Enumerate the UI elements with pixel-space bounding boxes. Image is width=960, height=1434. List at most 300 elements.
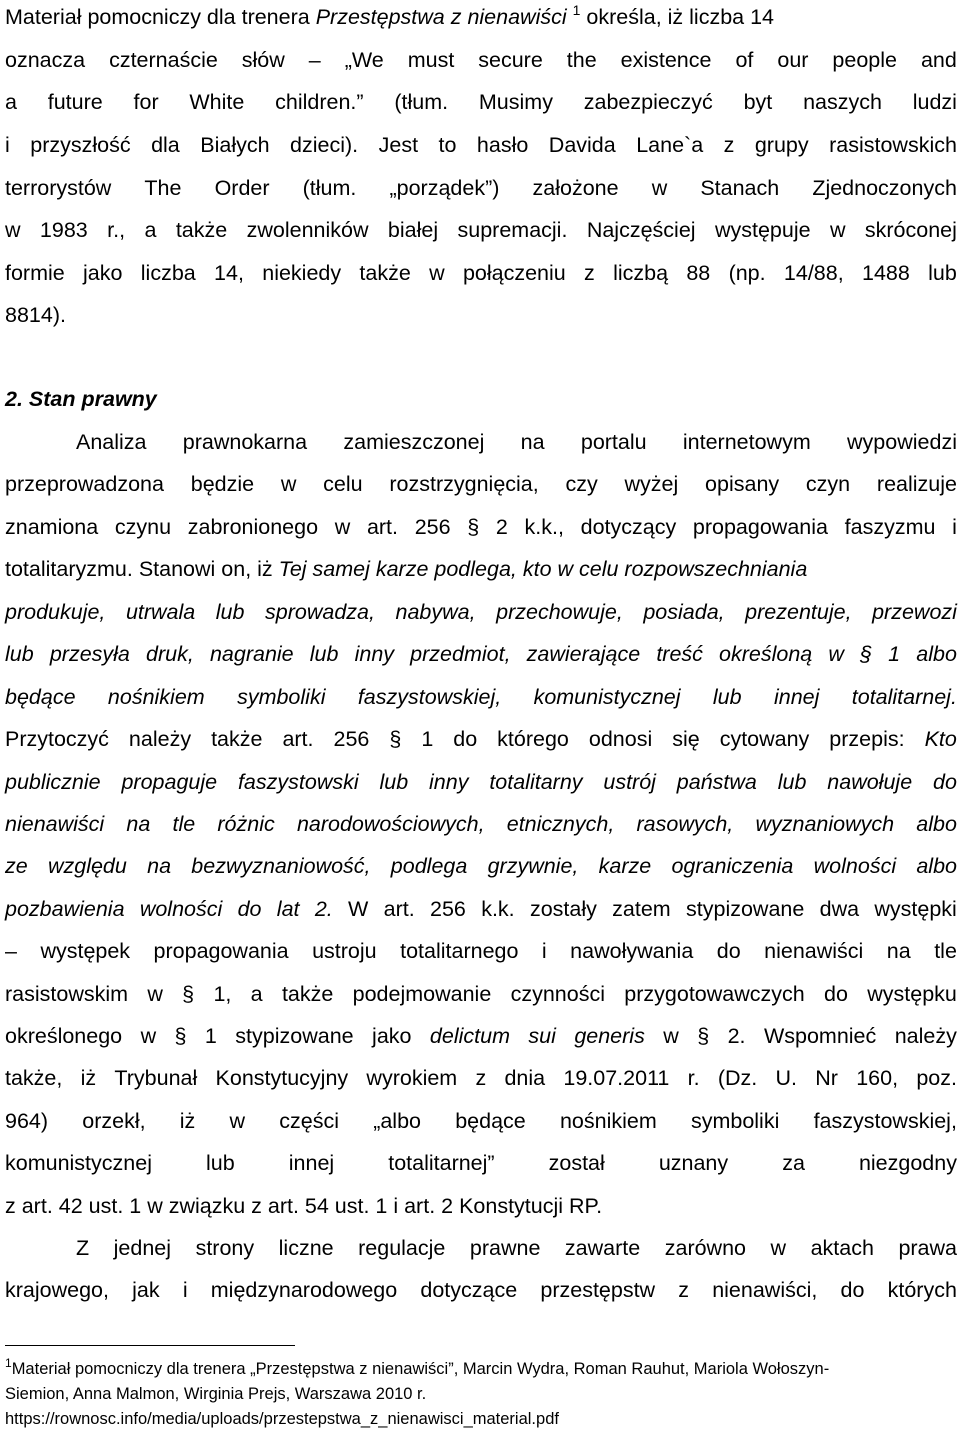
text-segment: formie [5,261,65,285]
text-segment: ludzi [912,90,957,114]
text-segment: 14, [214,261,244,285]
text-segment: art. [282,727,314,751]
text-segment: dotyczące [420,1278,518,1302]
text-segment: lub [309,642,339,666]
text-segment: w [5,218,21,242]
text-segment: jak [132,1278,160,1302]
text-line [5,471,957,499]
text-segment: propagowania [153,939,289,963]
footnote-marker: 1 [5,1356,12,1370]
text-segment: 160, [856,1066,899,1090]
text-segment: 1983 [39,218,88,242]
section-heading [5,386,157,412]
text-segment: Wspomnieć [763,1024,877,1048]
text-segment: W [348,897,369,921]
text-segment: portalu [580,430,647,454]
text-segment: niezgodny [858,1151,957,1175]
text-line [5,853,957,881]
text-segment: strony [195,1236,255,1260]
text-segment: w [147,982,163,1006]
text-line [5,769,957,797]
text-segment: grupy [754,133,809,157]
text-segment: i [5,133,10,157]
text-segment: dotyczący [580,515,677,539]
text-line [5,599,957,627]
text-segment: jako [83,261,123,285]
text-segment: za [782,1151,805,1175]
text-segment: podejmowanie [352,982,492,1006]
text-segment: w [429,261,445,285]
text-segment: tle [172,812,196,836]
text-segment: przedmiot, [410,642,511,666]
text-segment: secure [478,48,543,72]
text-segment: totalitarnej” [388,1151,495,1175]
text-line [5,641,957,669]
text-segment: faszystowskiej, [813,1109,957,1133]
footnote-text-3: https://rownosc.info/media/uploads/przestepstwa_z_nienawisci_material.pdf [5,1410,559,1428]
text-segment: lat [276,897,300,921]
text-segment: nagranie [209,642,294,666]
text-segment: w [770,1236,787,1260]
text-segment: internetowym [682,430,811,454]
text-segment: przepis: [829,727,905,751]
text-segment: regulacje [358,1236,446,1260]
text-segment: którego [497,727,569,751]
text-segment: skróconej [864,218,957,242]
text-segment: czy [565,472,598,496]
text-segment: zabronionego [187,515,319,539]
text-segment: r. [687,1066,700,1090]
text-segment: do [933,770,957,794]
text-segment: 256 [414,515,451,539]
text-line [76,429,957,457]
text-segment: generis [574,1024,645,1048]
text-line [5,1065,957,1093]
text-segment: z [723,133,735,157]
text-segment: existence [620,48,712,72]
text-segment: lub [379,770,409,794]
text-segment: przygotowawczych [624,982,805,1006]
text-segment: przesyła [49,642,130,666]
text-line [5,89,957,117]
text-segment: prezentuje, [745,600,852,624]
text-segment: – [308,48,321,72]
text-segment: lub [215,600,245,624]
text-segment: produkuje, [5,600,106,624]
text-segment: do [840,1278,865,1302]
text-segment: wolności [139,897,223,921]
text-segment: określonego [5,1024,123,1048]
text-segment: naszych [803,90,882,114]
text-segment: „porządek”) [389,176,500,200]
text-line [5,556,957,584]
text-segment: propaguje [121,770,218,794]
text-segment: odnosi [588,727,653,751]
text-segment: (np. [728,261,766,285]
text-segment: inny [354,642,395,666]
footnote-text-1: Materiał pomocniczy dla trenera „Przestępstwa z nienawiści”, Marcin Wydra, Roman Rauhut, Mariola Wołoszyn- [11,1360,830,1378]
text-segment: 88 [686,261,711,285]
text-line [5,132,957,160]
footnote-separator [5,1345,295,1346]
text-segment: także, [5,1066,63,1090]
text-segment: zawierające [526,642,641,666]
text-segment: § [174,1024,187,1048]
text-segment: albo [916,642,957,666]
text-segment: the [566,48,597,72]
text-segment: na [886,939,911,963]
text-segment: czyn [805,472,851,496]
text-segment: 2 [495,515,508,539]
text-segment: został [548,1151,605,1175]
text-segment: 1 [421,727,434,751]
text-segment: inny [429,770,469,794]
text-segment: jako [372,1024,412,1048]
text-segment: nośnikiem [107,685,205,709]
text-segment: and [920,48,957,72]
text-segment: lub [5,642,34,666]
text-segment: 964) [5,1109,49,1133]
text-segment: określoną [719,642,813,666]
text-line [5,514,957,542]
text-segment: lub [712,685,742,709]
text-segment: wyżej [624,472,679,496]
text-segment: „We [344,48,384,72]
text-segment: Materiał pomocniczy dla trenera [5,5,316,29]
text-segment: grzywnie, [487,854,579,878]
text-segment: dwa [819,897,860,921]
text-segment: różnic [217,812,275,836]
text-segment: U. [775,1066,798,1090]
text-segment: aktach [810,1236,874,1260]
text-segment: people [832,48,897,72]
text-segment: Jest [378,133,419,157]
text-segment: 19.07.2011 [563,1066,670,1090]
text-segment: hasło [476,133,529,157]
text-segment: przechowuje, [496,600,623,624]
text-line [5,1108,957,1136]
text-segment: cytowany [719,727,810,751]
text-segment: w [828,642,844,666]
text-segment: faszystowskiej, [357,685,502,709]
text-segment: liczbą [613,261,669,285]
text-segment: art. [383,897,415,921]
text-segment: sui [528,1024,556,1048]
text-segment: połączeniu [462,261,566,285]
text-segment: także [175,218,228,242]
text-segment: posiada, [643,600,725,624]
text-segment: i [541,939,547,963]
text-segment: karze [598,854,652,878]
text-segment: Konstytucyjny [215,1066,349,1090]
text-segment: i [952,515,957,539]
text-segment: children.” [275,90,364,114]
text-segment: utrwala [125,600,196,624]
text-segment: Stanach [700,176,780,200]
text-segment: faszystowski [237,770,359,794]
text-segment: dzieci). [290,133,359,157]
text-segment: z [678,1278,690,1302]
text-segment: zostały [529,897,597,921]
text-segment: (tłum. [394,90,449,114]
text-line [5,1023,957,1051]
text-segment: występek [40,939,131,963]
text-segment: realizuje [876,472,957,496]
text-segment: supremacji. [457,218,568,242]
text-segment: zawarte [564,1236,641,1260]
text-segment: § [697,1024,710,1048]
text-segment: w [829,218,846,242]
text-segment: uznany [658,1151,729,1175]
text-segment: Kto [924,727,957,751]
text-segment: druk, [146,642,194,666]
text-segment: 1 [204,1024,217,1048]
text-segment: tle [934,939,957,963]
text-segment: 1488 [862,261,910,285]
text-segment: totalitarny [489,770,583,794]
text-line [5,4,957,32]
text-segment: 14/88, [783,261,844,285]
text-segment: Tej samej karze podlega, kto w celu rozpowszechniania [278,557,808,581]
text-segment: także [211,727,263,751]
text-segment: do [716,939,741,963]
text-segment: wypowiedzi [847,430,957,454]
text-segment: zarówno [664,1236,746,1260]
text-segment: 1 [888,642,901,666]
text-segment: przeprowadzona [5,472,164,496]
text-segment: Przestępstwa z nienawiści [315,5,567,29]
text-segment: ograniczenia [671,854,794,878]
text-segment: należy [894,1024,957,1048]
text-segment: wyrokiem [366,1066,458,1090]
text-segment: rozstrzygnięcia, [389,472,539,496]
text-segment: Analiza [76,430,147,454]
text-segment: występki [874,897,957,921]
text-segment: ustroju [312,939,377,963]
text-segment: totalitarnego [400,939,519,963]
text-segment: k.k. [481,897,515,921]
footnote-url [5,1409,957,1429]
text-segment: § [182,982,195,1006]
text-segment: § [389,727,402,751]
text-segment: czynności [510,982,605,1006]
text-segment: totalitarnej. [851,685,957,709]
text-segment: liczne [278,1236,334,1260]
text-segment: czternaście [109,48,218,72]
text-segment: innej [288,1151,335,1175]
text-segment: z art. 42 ust. 1 w związku z art. 54 ust. 1 i art. 2 Konstytucji RP. [5,1194,603,1218]
text-segment: delictum [429,1024,510,1048]
text-segment: nawoływania [570,939,694,963]
text-segment: zatem [612,897,671,921]
text-segment: to [438,133,457,157]
text-segment: sprowadza, [265,600,375,624]
text-segment: for [133,90,159,114]
text-line [76,1235,957,1263]
text-segment: of [735,48,754,72]
text-segment: w [280,472,297,496]
text-segment: (tłum. [302,176,357,200]
text-segment: a [250,982,263,1006]
text-segment: i [182,1278,188,1302]
text-segment: międzynarodowego [210,1278,398,1302]
text-segment: przewozi [872,600,957,624]
text-segment: do [453,727,478,751]
text-segment: państwa [676,770,757,794]
text-segment: zamieszczonej [343,430,485,454]
text-segment: przestępstw [540,1278,656,1302]
text-segment: Najczęściej [586,218,696,242]
text-segment: art. [366,515,399,539]
text-segment: symboliki [237,685,326,709]
text-segment: narodowościowych, [296,812,485,836]
text-line [5,1193,957,1221]
text-line [5,302,957,330]
text-segment: 1, [213,982,232,1006]
text-segment: podlega [390,854,468,878]
text-segment: znamiona [5,515,99,539]
text-segment: oznacza [5,48,86,72]
text-line [5,811,957,839]
text-segment: należy [128,727,192,751]
text-segment: zabezpieczyć [583,90,713,114]
text-segment: treść [656,642,703,666]
text-segment: rasistowskim [5,982,129,1006]
text-segment: nabywa, [395,600,476,624]
text-segment: poz. [916,1066,957,1090]
text-segment: na [147,854,172,878]
text-segment: prawa [898,1236,957,1260]
text-segment: innej [773,685,820,709]
text-segment: względu [47,854,127,878]
text-segment: nośnikiem [559,1109,657,1133]
text-segment: części [279,1109,339,1133]
text-segment: Order [214,176,270,200]
text-segment: orzekł, [82,1109,146,1133]
text-segment: wolności [813,854,897,878]
text-segment: albo [916,854,957,878]
text-segment: a [144,218,157,242]
text-segment: The [144,176,182,200]
text-segment: czynu [114,515,172,539]
text-segment: ze [5,854,28,878]
text-segment: do [237,897,262,921]
text-segment: także [281,982,334,1006]
text-segment: Zjednoczonych [812,176,957,200]
text-segment: etnicznych, [506,812,615,836]
text-segment: nienawiści [764,939,864,963]
text-segment: prawne [469,1236,541,1260]
text-segment: 256 [333,727,370,751]
text-segment: future [47,90,103,114]
text-segment: „albo [373,1109,421,1133]
text-segment: iż [80,1066,97,1090]
text-segment: nienawiści, [712,1278,818,1302]
text-line [5,1150,957,1178]
text-segment: prawnokarna [182,430,308,454]
text-segment: na [520,430,545,454]
text-segment: – [5,939,17,963]
text-segment: w [140,1024,157,1048]
text-segment: na [126,812,151,836]
text-line [5,938,957,966]
text-segment: byt [743,90,773,114]
text-segment: słów [241,48,285,72]
text-segment: których [887,1278,957,1302]
text-segment: występku [867,982,957,1006]
text-segment: celu [323,472,363,496]
text-segment: z [475,1066,487,1090]
section-number: 2. [5,387,23,411]
text-line [5,1277,957,1305]
footnote-text-2: Siemion, Anna Malmon, Wirginia Prejs, Warszawa 2010 r. [5,1385,427,1403]
text-segment: iż [179,1109,196,1133]
text-segment: komunistycznej [5,1151,152,1175]
text-segment: wyznaniowych [755,812,895,836]
text-segment: our [777,48,809,72]
text-segment: w [651,176,668,200]
footnote-reference: 1 [572,2,581,18]
text-segment: White [189,90,245,114]
text-segment: lub [777,770,807,794]
text-segment: Trybunał [114,1066,198,1090]
text-segment: w [334,515,351,539]
text-segment: zwolenników [246,218,369,242]
text-segment: liczba [140,261,196,285]
text-segment: k.k., [524,515,564,539]
footnote-line-1 [5,1356,957,1379]
text-segment: do [824,982,848,1006]
text-segment: Davida [548,133,616,157]
text-segment: § [860,642,873,666]
text-segment: ustrój [603,770,656,794]
text-segment: symboliki [690,1109,780,1133]
text-segment: 2. [314,897,333,921]
text-segment: 8814). [5,303,66,327]
text-segment: jednej [113,1236,172,1260]
text-segment: stypizowane [235,1024,354,1048]
text-segment: dla [151,133,180,157]
text-line [5,684,957,712]
text-segment: totalitaryzmu. Stanowi on, iż [5,557,279,581]
text-segment: nawołuje [827,770,913,794]
text-segment: (Dz. [717,1066,758,1090]
text-line [5,175,957,203]
text-segment: Z [76,1236,90,1260]
text-segment: w [229,1109,246,1133]
text-segment: Lane`a [636,133,704,157]
text-segment: rasistowskich [829,133,957,157]
text-segment: Musimy [478,90,553,114]
text-line [5,260,957,288]
text-segment: krajowego, [5,1278,109,1302]
text-segment: będące [455,1109,526,1133]
text-segment: będące [5,685,76,709]
footnote-line-2 [5,1384,957,1404]
text-line [5,47,957,75]
text-segment: bezwyznaniowość, [191,854,371,878]
text-segment: założone [532,176,619,200]
text-segment: występuje [714,218,811,242]
text-line [5,726,957,754]
text-segment: lub [928,261,957,285]
text-segment: także [359,261,411,285]
text-segment: w [663,1024,679,1048]
text-line [5,896,957,924]
text-segment: terrorystów [5,176,112,200]
text-segment: białej [387,218,439,242]
text-segment: albo [916,812,957,836]
